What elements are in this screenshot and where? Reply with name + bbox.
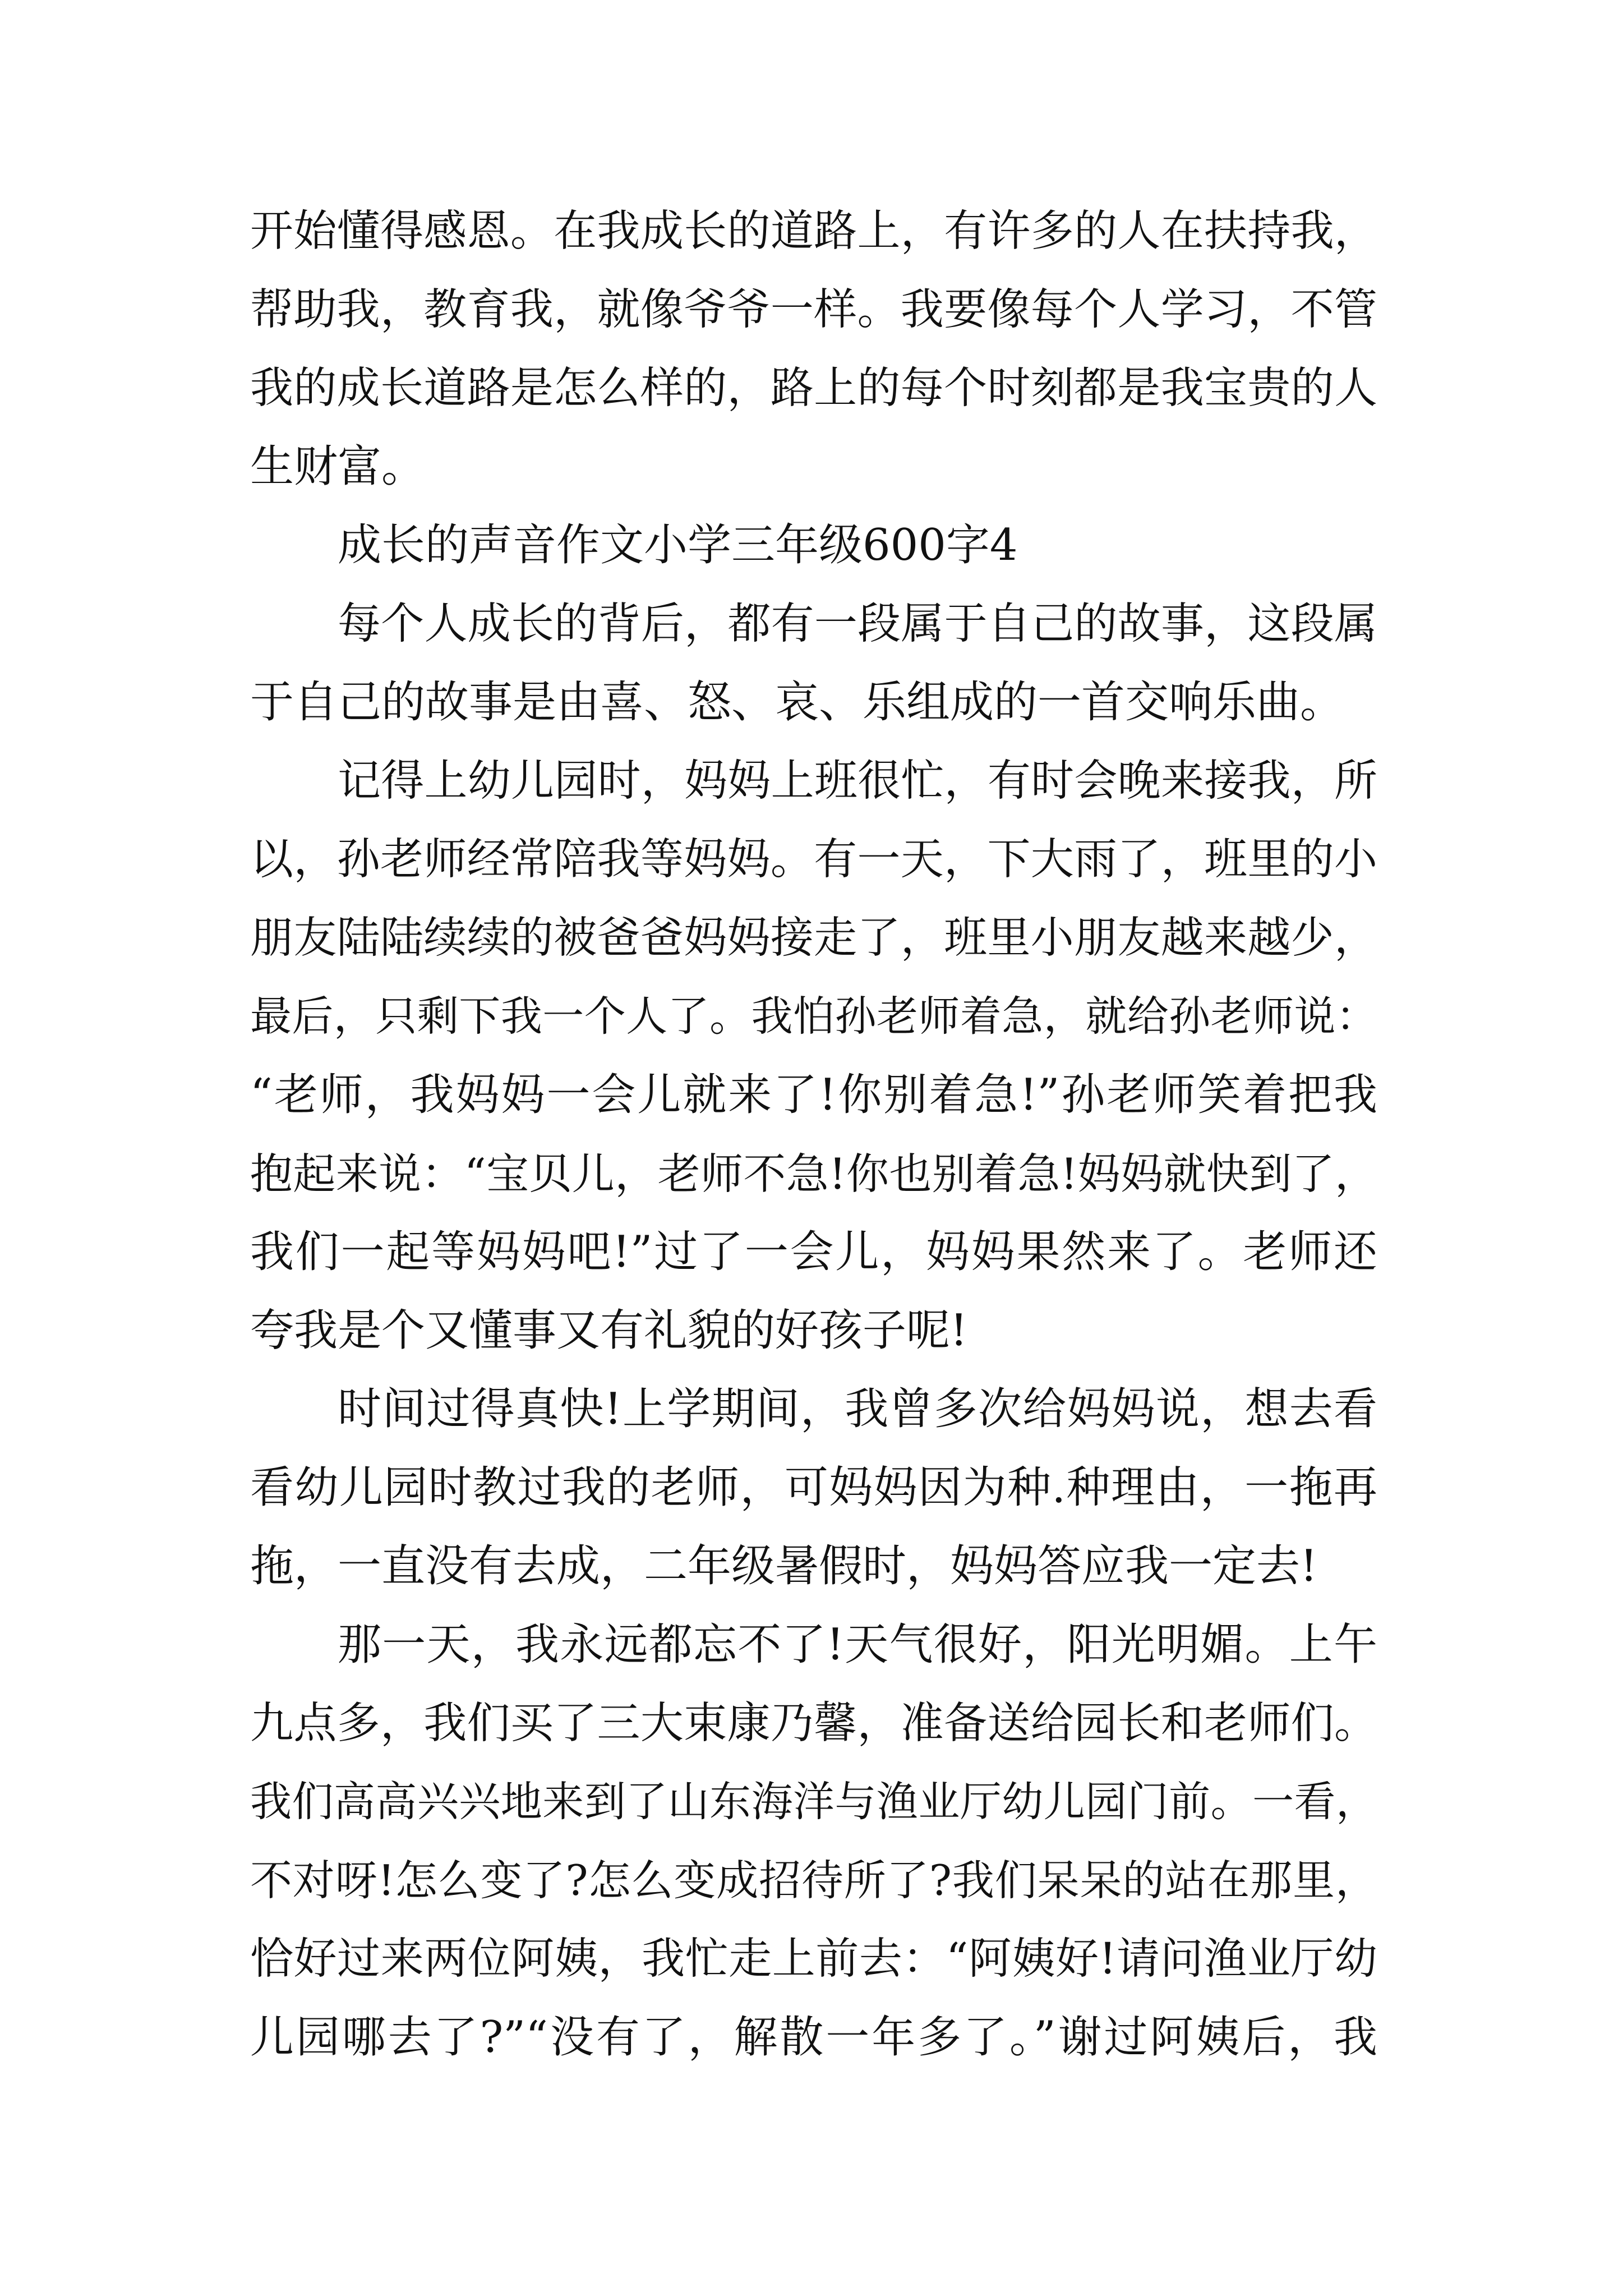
text-line: 我们一起等妈妈吧!”过了一会儿，妈妈果然来了。老师还 <box>250 1227 1377 1277</box>
text-line: 看幼儿园时教过我的老师，可妈妈因为种.种理由，一拖再 <box>250 1462 1377 1513</box>
text-line: 成长的声音作文小学三年级600字4 <box>338 520 1018 570</box>
text-line: 帮助我，教育我，就像爷爷一样。我要像每个人学习，不管 <box>250 285 1377 335</box>
text-line: 时间过得真快!上学期间，我曾多次给妈妈说，想去看 <box>338 1384 1377 1434</box>
text-line: 那一天，我永远都忘不了!天气很好，阳光明媚。上午 <box>338 1619 1377 1670</box>
text-line: 开始懂得感恩。在我成长的道路上，有许多的人在扶持我， <box>250 206 1377 256</box>
text-line: 生财富。 <box>250 441 426 492</box>
text-line: 拖，一直没有去成，二年级暑假时，妈妈答应我一定去! <box>250 1541 1318 1591</box>
text-line: 不对呀!怎么变了?怎么变成招待所了?我们呆呆的站在那里， <box>250 1856 1377 1905</box>
text-line: 朋友陆陆续续的被爸爸妈妈接走了，班里小朋友越来越少， <box>250 913 1377 963</box>
text-line: 记得上幼儿园时，妈妈上班很忙，有时会晚来接我，所 <box>338 756 1377 806</box>
text-line: 我的成长道路是怎么样的，路上的每个时刻都是我宝贵的人 <box>250 364 1377 413</box>
text-line: 恰好过来两位阿姨，我忙走上前去：“阿姨好!请问渔业厅幼 <box>250 1934 1377 1984</box>
text-line: 儿园哪去了?”“没有了，解散一年多了。”谢过阿姨后，我 <box>250 2012 1377 2063</box>
text-line: 抱起来说：“宝贝儿，老师不急!你也别着急!妈妈就快到了， <box>250 1149 1377 1199</box>
text-line: 最后，只剩下我一个人了。我怕孙老师着急，就给孙老师说： <box>250 992 1377 1041</box>
text-line: 于自己的故事是由喜、怒、哀、乐组成的一首交响乐曲。 <box>250 677 1344 728</box>
document-body <box>250 205 1377 2090</box>
text-line: 我们高高兴兴地来到了山东海洋与渔业厅幼儿园门前。一看， <box>250 1778 1377 1826</box>
text-line: 以，孙老师经常陪我等妈妈。有一天，下大雨了，班里的小 <box>250 835 1377 885</box>
text-line: 夸我是个又懂事又有礼貌的好孩子呢! <box>250 1305 968 1356</box>
text-line: “老师，我妈妈一会儿就来了!你别着急!”孙老师笑着把我 <box>250 1070 1377 1120</box>
text-line: 每个人成长的背后，都有一段属于自己的故事，这段属 <box>338 599 1377 649</box>
text-line: 九点多，我们买了三大束康乃馨，准备送给园长和老师们。 <box>250 1699 1377 1749</box>
